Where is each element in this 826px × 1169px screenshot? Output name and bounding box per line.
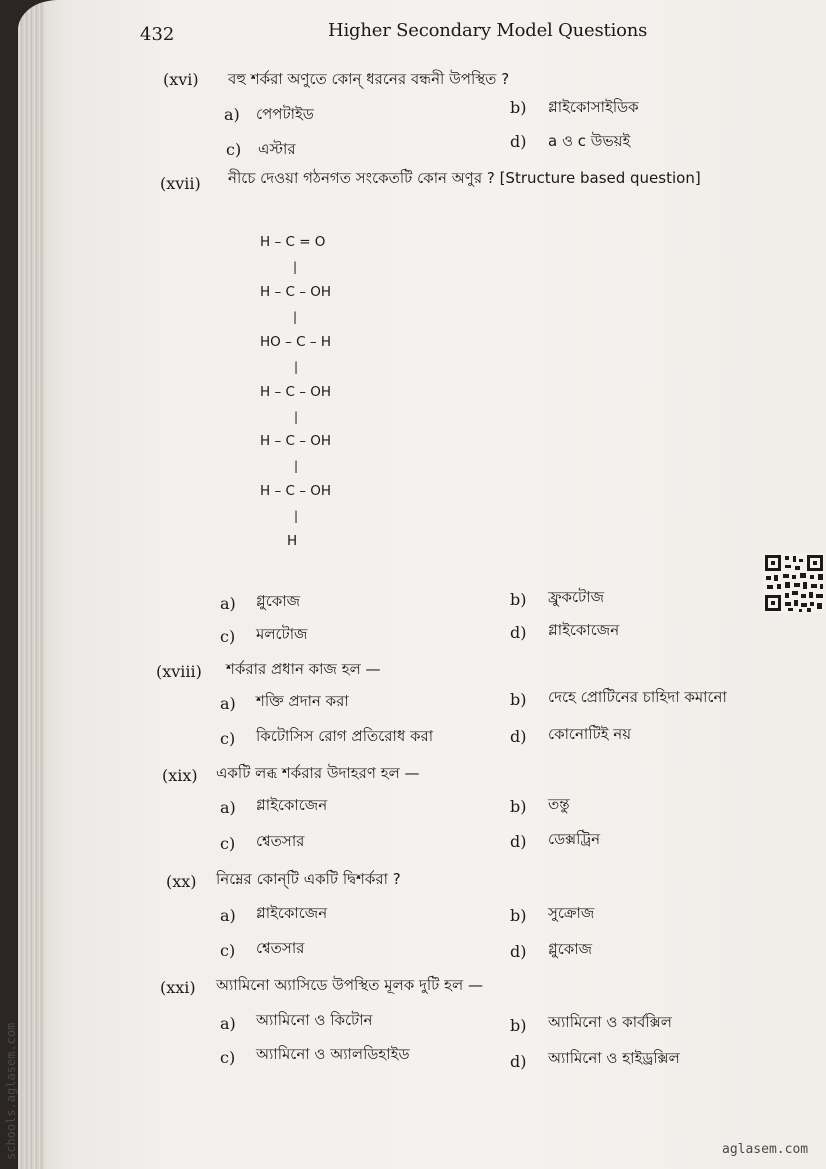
option-text: কোনোটিই নয় [548, 725, 632, 743]
question-number: (xviii) [156, 662, 202, 681]
question-text: একটি লব্ধ শর্করার উদাহরণ হল — [216, 764, 420, 782]
option-text: অ্যামিনো ও কার্বক্সিল [548, 1013, 672, 1031]
option-label: a) [220, 694, 236, 713]
option-label: c) [220, 1048, 236, 1067]
structure-bond: | [293, 260, 298, 274]
option-text: মলটোজ [256, 625, 308, 643]
option-text: দেহে প্রোটিনের চাহিদা কমানো [548, 688, 727, 706]
option-label: a) [220, 798, 236, 817]
option-label: d) [510, 132, 527, 151]
side-watermark: schools.aglasem.com [4, 1022, 18, 1160]
structure-row: HO – C – H [260, 334, 332, 350]
option-label: a) [224, 105, 240, 124]
option-text: ডেক্সট্রিন [548, 830, 601, 848]
question-text: বহু শর্করা অণুতে কোন্ ধরনের বন্ধনী উপস্থিত ? [228, 70, 510, 88]
option-text: গ্লাইকোজেন [256, 904, 328, 922]
option-text: শ্বেতসার [256, 832, 305, 850]
option-label: b) [510, 797, 527, 816]
option-text: পেপটাইড [256, 105, 314, 123]
option-label: b) [510, 590, 527, 609]
question-text: নীচে দেওয়া গঠনগত সংকেতটি কোন অণুর ? [Structure based question] [228, 169, 701, 187]
option-label: d) [510, 623, 527, 642]
option-text: ফ্রুকটোজ [548, 588, 605, 606]
option-text: a ও c উভয়ই [548, 132, 631, 150]
option-label: d) [510, 832, 527, 851]
option-text: গ্লুকোজ [256, 592, 301, 610]
question-text: নিম্নের কোন্‌টি একটি দ্বিশর্করা ? [216, 870, 401, 888]
option-label: c) [220, 834, 236, 853]
option-text: তন্তু [548, 795, 570, 813]
option-text: গ্লাইকোসাইডিক [548, 98, 639, 116]
structure-row: H – C – OH [260, 483, 332, 499]
structure-bond: | [294, 509, 299, 523]
question-text: শর্করার প্রধান কাজ হল — [226, 660, 381, 678]
question-number: (xxi) [160, 978, 196, 997]
option-text: সুক্রোজ [548, 904, 595, 922]
option-label: b) [510, 98, 527, 117]
corner-watermark: aglasem.com [722, 1142, 809, 1157]
option-label: c) [220, 627, 236, 646]
structure-row: H – C – OH [260, 284, 332, 300]
structure-bond: | [293, 310, 298, 324]
option-text: গ্লাইকোজেন [548, 621, 620, 639]
structure-bond: | [294, 410, 299, 424]
option-label: d) [510, 1052, 527, 1071]
option-label: d) [510, 727, 527, 746]
option-label: a) [220, 906, 236, 925]
option-text: এস্টার [258, 140, 296, 158]
question-number: (xvi) [163, 70, 199, 89]
option-text: অ্যামিনো ও অ্যালডিহাইড [256, 1045, 410, 1063]
qr-code-icon [763, 553, 825, 613]
option-text: অ্যামিনো ও হাইড্রক্সিল [548, 1049, 680, 1067]
option-text: গ্লাইকোজেন [256, 796, 328, 814]
structure-row: H [287, 533, 298, 549]
option-text: শ্বেতসার [256, 939, 305, 957]
question-number: (xx) [166, 872, 197, 891]
option-label: a) [220, 594, 236, 613]
option-label: b) [510, 906, 527, 925]
question-number: (xix) [162, 766, 198, 785]
option-text: শক্তি প্রদান করা [256, 692, 349, 710]
running-title: Higher Secondary Model Questions [328, 20, 648, 41]
structure-row: H – C – OH [260, 384, 332, 400]
book-page [18, 0, 826, 1169]
option-label: c) [220, 729, 236, 748]
option-text: গ্লুকোজ [548, 940, 593, 958]
structure-row: H – C – OH [260, 433, 332, 449]
option-label: c) [220, 941, 236, 960]
option-label: b) [510, 1016, 527, 1035]
page-edge-shading [18, 0, 44, 1169]
option-label: d) [510, 942, 527, 961]
question-number: (xvii) [160, 174, 201, 193]
question-text: অ্যামিনো অ্যাসিডে উপস্থিত মূলক দুটি হল — [216, 976, 483, 994]
option-text: অ্যামিনো ও কিটোন [256, 1011, 373, 1029]
structure-bond: | [294, 360, 299, 374]
structure-row: H – C = O [260, 234, 326, 250]
option-label: b) [510, 690, 527, 709]
structure-bond: | [294, 459, 299, 473]
option-text: কিটোসিস রোগ প্রতিরোধ করা [256, 727, 434, 745]
option-label: a) [220, 1014, 236, 1033]
option-label: c) [226, 140, 242, 159]
page-number: 432 [140, 24, 175, 45]
